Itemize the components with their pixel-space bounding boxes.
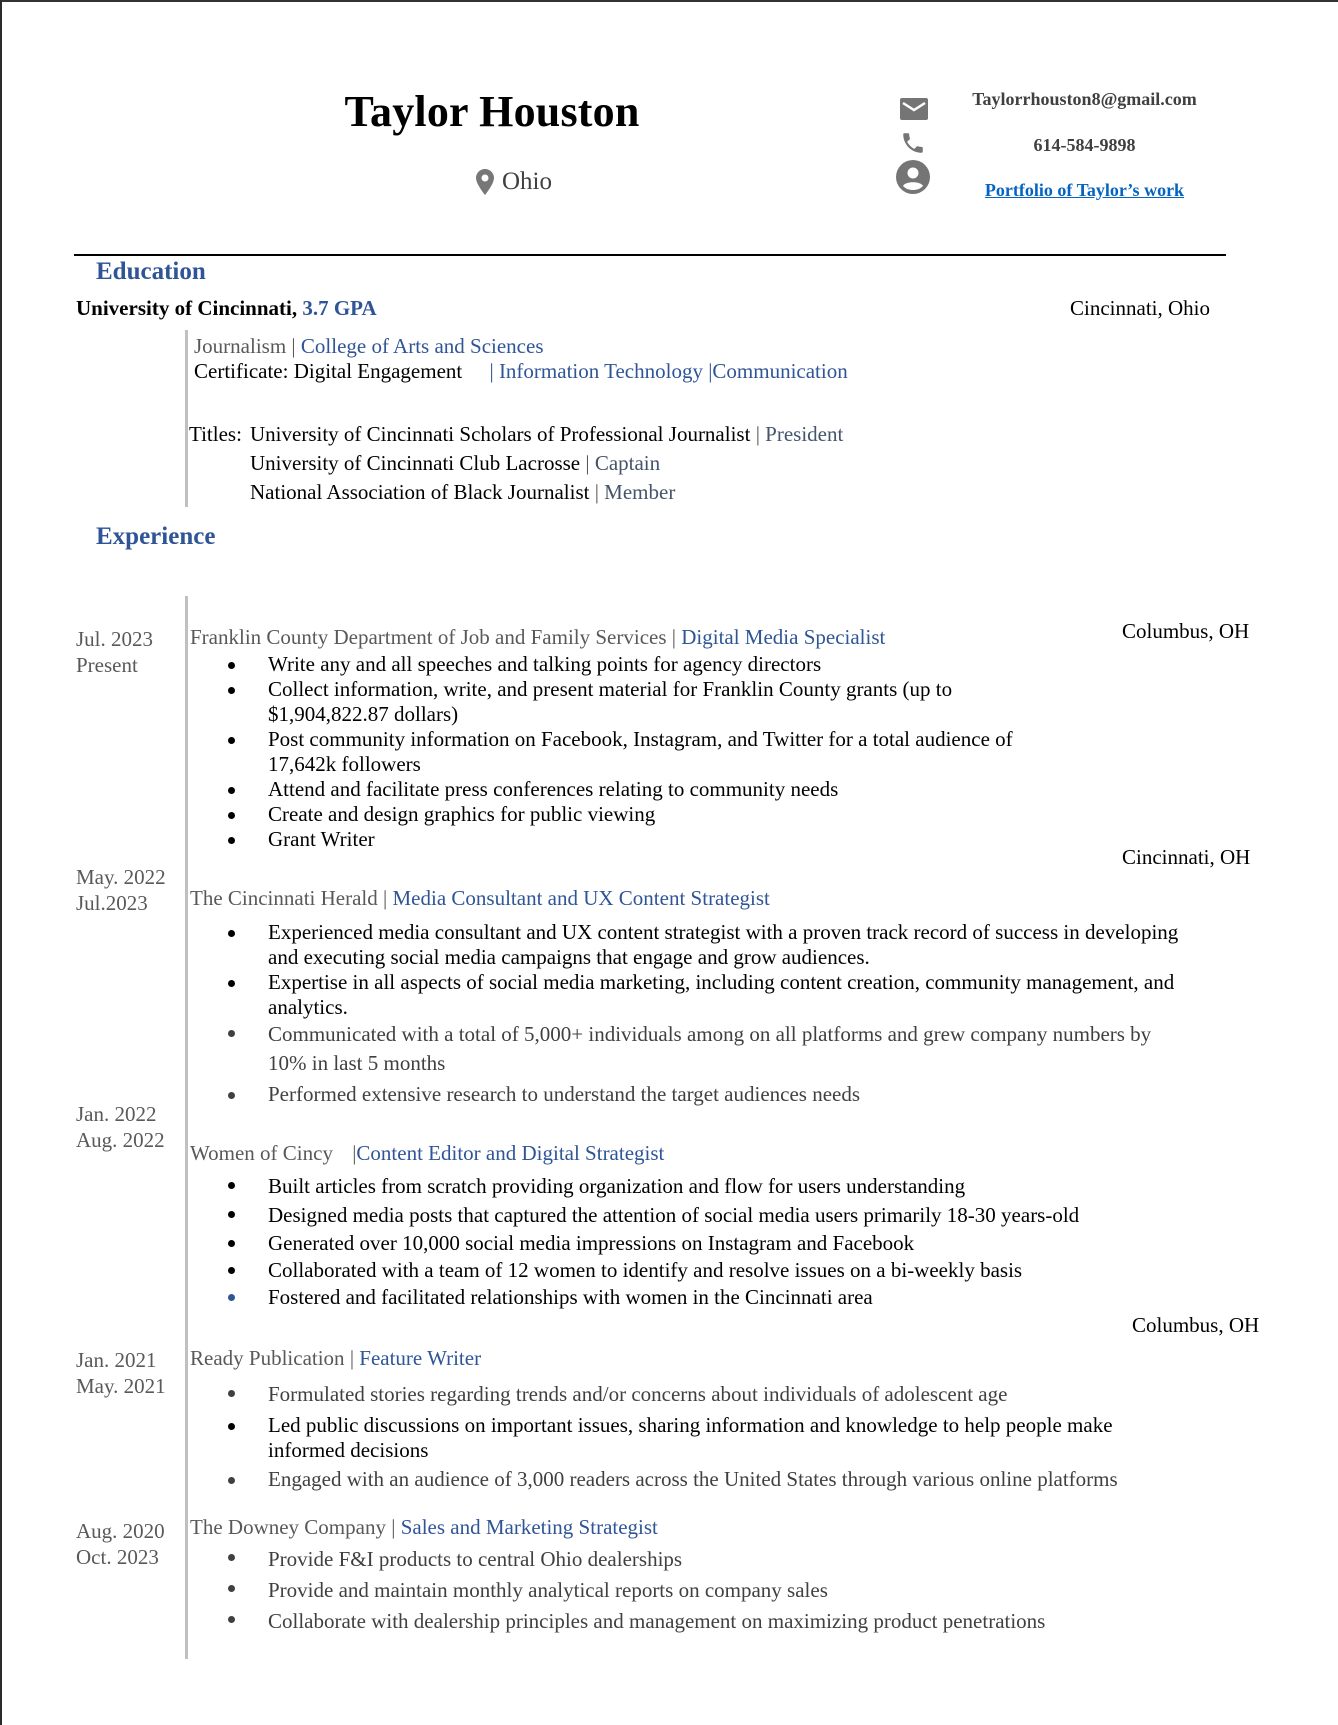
bullet-item: Performed extensive research to understand the target audiences needs	[228, 1082, 1188, 1107]
school-name: University of Cincinnati,	[76, 296, 298, 320]
job-dates	[76, 1101, 165, 1153]
phone-number[interactable]: 614-584-9898	[1033, 135, 1136, 155]
job-company: The Downey Company	[190, 1515, 386, 1539]
job-end-date: Aug. 2022	[76, 1128, 165, 1152]
job-bullets	[228, 1172, 1188, 1311]
job-dates	[76, 626, 153, 678]
bullet-item: Collaborated with a team of 12 women to identify and resolve issues on a bi-weekly basis	[228, 1257, 1188, 1284]
email-address[interactable]: Taylorrhouston8@gmail.com	[972, 89, 1197, 109]
job-start-date: Jul. 2023	[76, 627, 154, 651]
bullet-item: Collect information, write, and present material for Franklin County grants (up to $1,904,822.87 dollars)	[228, 677, 1028, 727]
title-org: University of Cincinnati Club Lacrosse	[250, 451, 581, 475]
bullet-item: Create and design graphics for public viewing	[228, 802, 1028, 827]
college: College of Arts and Sciences	[300, 334, 544, 358]
title-org: University of Cincinnati Scholars of Professional Journalist	[250, 422, 751, 446]
job-company: Franklin County Department of Job and Family Services	[190, 625, 667, 649]
map-pin-icon	[476, 169, 494, 195]
envelope-icon	[900, 98, 928, 120]
job-location: Columbus, OH	[1132, 1313, 1260, 1337]
bullet-item: Write any and all speeches and talking points for agency directors	[228, 652, 1028, 677]
education-timeline-bar	[185, 330, 188, 507]
job-bullets	[228, 920, 1188, 1107]
job-start-date: Jan. 2021	[76, 1348, 157, 1372]
major: Journalism	[194, 334, 287, 358]
bullet-item: Grant Writer	[228, 827, 1028, 852]
bullet-item: Built articles from scratch providing organization and flow for users understanding	[228, 1172, 1188, 1201]
header-divider	[74, 254, 1226, 256]
job-heading: The Downey Company | Sales and Marketing Strategist	[190, 1515, 658, 1539]
major-line	[194, 334, 544, 359]
job-end-date: Present	[76, 653, 138, 677]
bullet-item: Expertise in all aspects of social media marketing, including content creation, community management, and analytics.	[228, 970, 1188, 1020]
title-role: Member	[604, 480, 676, 504]
school-line	[76, 296, 377, 321]
school-location: Cincinnati, Ohio	[1070, 296, 1210, 320]
job-bullets	[228, 1544, 1188, 1637]
experience-timeline-bar	[185, 596, 188, 1659]
bullet-item: Engaged with an audience of 3,000 readers across the United States through various online platforms	[228, 1467, 1188, 1492]
job-title: Digital Media Specialist	[681, 625, 886, 649]
bullet-item: Formulated stories regarding trends and/or concerns about individuals of adolescent age	[228, 1380, 1188, 1409]
job-dates	[76, 1518, 165, 1570]
job-end-date: Oct. 2023	[76, 1545, 159, 1569]
bullet-item: Attend and facilitate press conferences relating to community needs	[228, 777, 1028, 802]
bullet-item: Led public discussions on important issues, sharing information and knowledge to help people make informed decisions	[228, 1413, 1188, 1463]
job-company: Ready Publication	[190, 1346, 345, 1370]
bullet-item: Provide F&I products to central Ohio dealerships	[228, 1544, 1188, 1575]
job-company: Women of Cincy	[190, 1141, 333, 1165]
bullet-item: Collaborate with dealership principles and management on maximizing product penetrations	[228, 1606, 1188, 1637]
bullet-item: Fostered and facilitated relationships with women in the Cincinnati area	[228, 1284, 1188, 1311]
job-title: Sales and Marketing Strategist	[400, 1515, 658, 1539]
certificate: Certificate: Digital Engagement	[194, 359, 463, 383]
location	[476, 168, 552, 196]
job-end-date: Jul.2023	[76, 891, 148, 915]
job-heading: Women of Cincy |Content Editor and Digital Strategist	[190, 1141, 665, 1165]
job-location: Columbus, OH	[1122, 619, 1250, 643]
bullet-item: Provide and maintain monthly analytical reports on company sales	[228, 1575, 1188, 1606]
title-role: President	[765, 422, 844, 446]
job-start-date: May. 2022	[76, 865, 166, 889]
bullet-item: Generated over 10,000 social media impressions on Instagram and Facebook	[228, 1230, 1188, 1257]
job-bullets	[228, 652, 1028, 852]
bullet-item: Experienced media consultant and UX content strategist with a proven track record of success in developing and executing social media campaigns that engage and grow audiences.	[228, 920, 1188, 970]
portfolio-link[interactable]	[932, 180, 1237, 201]
phone-icon	[900, 130, 926, 156]
bullet-item: Post community information on Facebook, Instagram, and Twitter for a total audience of 17,642k followers	[228, 727, 1028, 777]
user-profile-icon	[896, 160, 930, 194]
job-dates	[76, 864, 166, 916]
job-company: The Cincinnati Herald	[190, 886, 378, 910]
title-row: National Association of Black Journalist | Member	[250, 480, 676, 504]
title-org: National Association of Black Journalist	[250, 480, 590, 504]
job-dates	[76, 1347, 166, 1399]
portfolio-link-text[interactable]: Portfolio of Taylor’s work	[984, 180, 1185, 200]
job-title: Feature Writer	[359, 1346, 482, 1370]
job-end-date: May. 2021	[76, 1374, 166, 1398]
job-start-date: Jan. 2022	[76, 1102, 157, 1126]
experience-heading: Experience	[96, 523, 216, 550]
bullet-item: Communicated with a total of 5,000+ individuals among on all platforms and grew company numbers by 10% in last 5 months	[228, 1020, 1188, 1078]
separator: |	[291, 334, 296, 358]
certificate-fields: | Information Technology |Communication	[489, 359, 848, 383]
job-bullets	[228, 1380, 1188, 1492]
job-heading: Ready Publication | Feature Writer	[190, 1346, 482, 1370]
job-heading: The Cincinnati Herald | Media Consultant and UX Content Strategist	[190, 886, 770, 910]
job-heading: Franklin County Department of Job and Family Services | Digital Media Specialist	[190, 625, 886, 649]
title-role: Captain	[594, 451, 661, 475]
gpa: 3.7 GPA	[302, 296, 377, 320]
location-text: Ohio	[502, 168, 552, 195]
candidate-name: Taylor Houston	[344, 87, 640, 136]
titles-label: Titles:	[189, 422, 242, 446]
certificate-line	[194, 359, 848, 384]
job-title: Content Editor and Digital Strategist	[356, 1141, 665, 1165]
education-heading: Education	[96, 258, 206, 285]
job-start-date: Aug. 2020	[76, 1519, 165, 1543]
job-location: Cincinnati, OH	[1122, 845, 1251, 869]
job-title: Media Consultant and UX Content Strategist	[392, 886, 770, 910]
title-row: University of Cincinnati Club Lacrosse | Captain	[250, 451, 661, 475]
title-row: University of Cincinnati Scholars of Professional Journalist | President	[250, 422, 844, 446]
bullet-item: Designed media posts that captured the attention of social media users primarily 18-30 years-old	[228, 1201, 1188, 1230]
